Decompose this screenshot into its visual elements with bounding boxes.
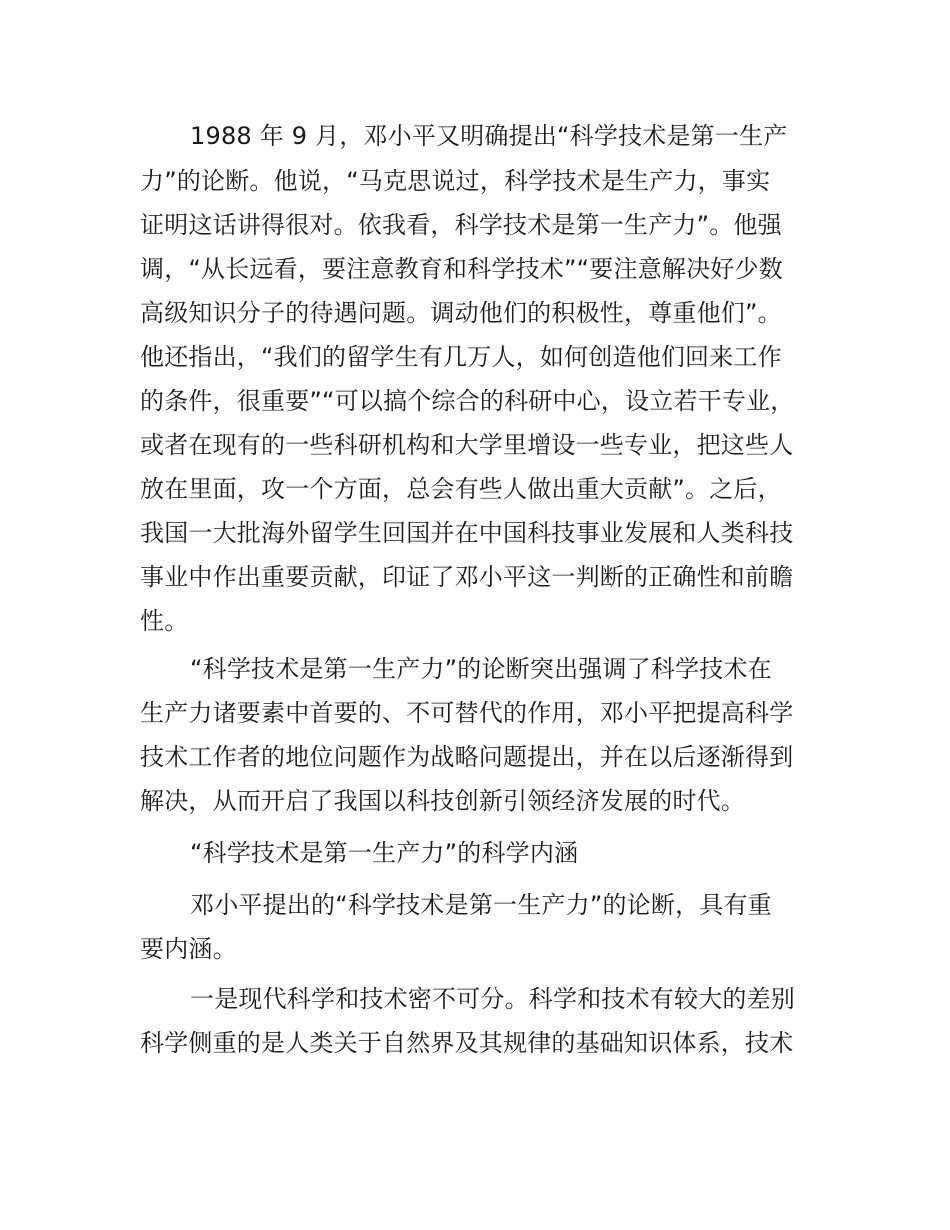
text-line: 一是现代科学和技术密不可分。科学和技术有较大的差别 — [190, 985, 795, 1013]
text-line: 解决，从而开启了我国以科技创新引领经济发展的时代。 — [140, 787, 745, 815]
text-line: 性。 — [140, 607, 189, 635]
text-line: “科学技术是第一生产力”的论断突出强调了科学技术在 — [190, 655, 772, 683]
text-line: 技术工作者的地位问题作为战略问题提出，并在以后逐渐得到 — [140, 743, 794, 771]
text-line: 放在里面，攻一个方面，总会有些人做出重大贡献”。之后， — [140, 475, 782, 503]
text-line: 高级知识分子的待遇问题。调动他们的积极性，尊重他们”。 — [140, 299, 782, 327]
text-line: 调，“从长远看，要注意教育和科学技术”“要注意解决好少数 — [140, 255, 783, 283]
text-line: 证明这话讲得很对。依我看，科学技术是第一生产力”。他强 — [140, 211, 782, 239]
text-line: 我国一大批海外留学生回国并在中国科技事业发展和人类科技 — [140, 519, 794, 547]
text-line: 力”的论断。他说，“马克思说过，科学技术是生产力，事实 — [140, 167, 771, 195]
text-line: 生产力诸要素中首要的、不可替代的作用，邓小平把提高科学 — [140, 699, 794, 727]
section-heading: “科学技术是第一生产力”的科学内涵 — [190, 839, 579, 867]
text-line: 1988 年 9 月，邓小平又明确提出“科学技术是第一生产 — [190, 122, 788, 150]
text-line: 的条件，很重要”“可以搞个综合的科研中心，设立若干专业， — [140, 387, 795, 415]
text-line: 事业中作出重要贡献，印证了邓小平这一判断的正确性和前瞻 — [140, 563, 794, 591]
text-line: 科学侧重的是人类关于自然界及其规律的基础知识体系，技术 — [140, 1029, 794, 1057]
text-line: 他还指出，“我们的留学生有几万人，如何创造他们回来工作 — [140, 343, 782, 371]
text-line: 要内涵。 — [140, 935, 237, 963]
text-line: 或者在现有的一些科研机构和大学里增设一些专业，把这些人 — [140, 431, 794, 459]
text-line: 邓小平提出的“科学技术是第一生产力”的论断，具有重 — [190, 891, 772, 919]
